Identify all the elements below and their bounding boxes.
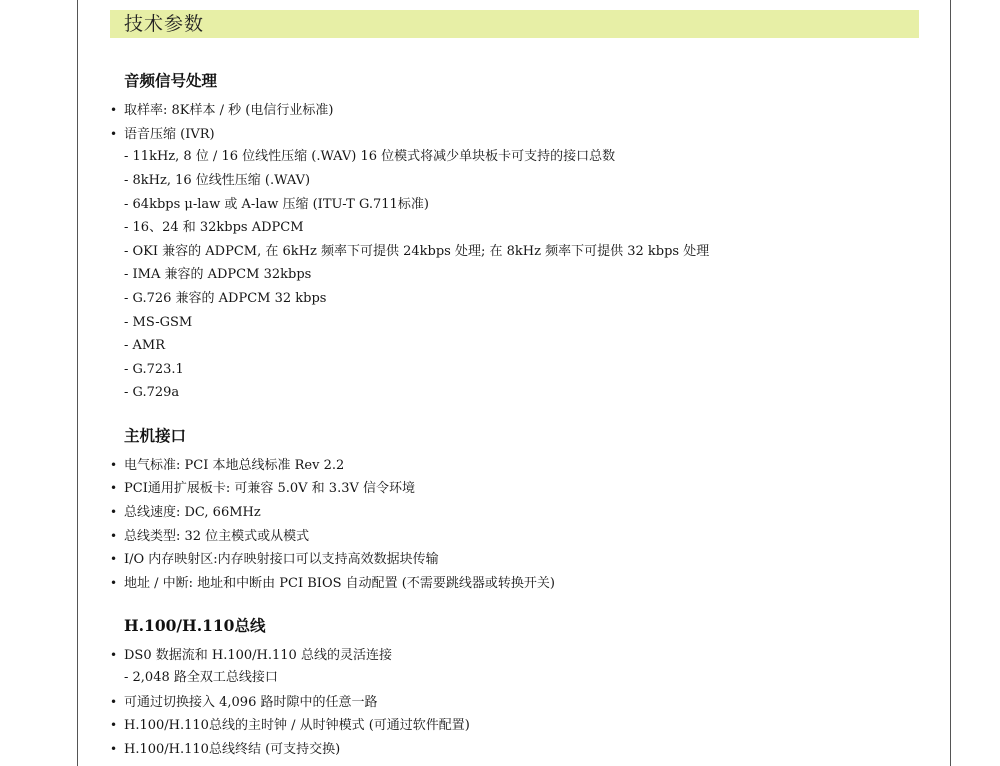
bullet-icon: • — [110, 695, 118, 709]
sub-list-item: - OKI 兼容的 ADPCM, 在 6kHz 频率下可提供 24kbps 处理; 在 8kHz 频率下可提供 32 kbps 处理 — [124, 244, 710, 259]
bullet-icon: • — [110, 127, 118, 141]
bullet-icon: • — [110, 458, 118, 472]
sub-list-item: - 8kHz, 16 位线性压缩 (.WAV) — [124, 173, 311, 188]
sub-list-item: - 2,048 路全双工总线接口 — [124, 670, 278, 685]
sub-list-item: - MS-GSM — [124, 315, 193, 330]
section-heading-h100-bus: H.100/H.110总线 — [124, 616, 266, 635]
bullet-icon: • — [110, 648, 118, 662]
list-item: • 可通过切换接入 4,096 路时隙中的任意一路 — [110, 695, 378, 710]
sub-list-item: - G.726 兼容的 ADPCM 32 kbps — [124, 291, 327, 306]
list-item: • DS0 数据流和 H.100/H.110 总线的灵活连接 — [110, 648, 392, 663]
bullet-icon: • — [110, 576, 118, 590]
sub-list-item: - G.723.1 — [124, 362, 184, 377]
bullet-icon: • — [110, 481, 118, 495]
title-bar — [110, 10, 919, 38]
list-item: • I/O 内存映射区:内存映射接口可以支持高效数据块传输 — [110, 552, 439, 567]
sub-list-item: - 11kHz, 8 位 / 16 位线性压缩 (.WAV) 16 位模式将减少单块板卡可支持的接口总数 — [124, 149, 616, 164]
right-margin-rule — [950, 0, 951, 766]
bullet-icon: • — [110, 529, 118, 543]
section-heading-audio: 音频信号处理 — [124, 71, 218, 90]
list-item: • 取样率: 8K样本 / 秒 (电信行业标准) — [110, 103, 334, 118]
left-margin-rule — [77, 0, 78, 766]
list-item: • 语音压缩 (IVR) — [110, 127, 215, 142]
bullet-icon: • — [110, 552, 118, 566]
list-item: • H.100/H.110总线的主时钟 / 从时钟模式 (可通过软件配置) — [110, 718, 470, 733]
section-heading-host-interface: 主机接口 — [124, 426, 187, 445]
list-item: • 地址 / 中断: 地址和中断由 PCI BIOS 自动配置 (不需要跳线器或转换开关) — [110, 576, 555, 591]
list-item: • 总线速度: DC, 66MHz — [110, 505, 261, 520]
sub-list-item: - 64kbps μ-law 或 A-law 压缩 (ITU-T G.711标准) — [124, 197, 429, 212]
sub-list-item: - AMR — [124, 338, 166, 353]
bullet-icon: • — [110, 505, 118, 519]
list-item: • PCI通用扩展板卡: 可兼容 5.0V 和 3.3V 信令环境 — [110, 481, 415, 496]
list-item: • 总线类型: 32 位主模式或从模式 — [110, 529, 310, 544]
sub-list-item: - IMA 兼容的 ADPCM 32kbps — [124, 267, 312, 282]
list-item: • H.100/H.110总线终结 (可支持交换) — [110, 742, 341, 757]
bullet-icon: • — [110, 742, 118, 756]
bullet-icon: • — [110, 103, 118, 117]
sub-list-item: - G.729a — [124, 385, 180, 400]
list-item: • 电气标准: PCI 本地总线标准 Rev 2.2 — [110, 458, 345, 473]
sub-list-item: - 16、24 和 32kbps ADPCM — [124, 220, 304, 235]
page-title: 技术参数 — [124, 13, 205, 35]
bullet-icon: • — [110, 718, 118, 732]
